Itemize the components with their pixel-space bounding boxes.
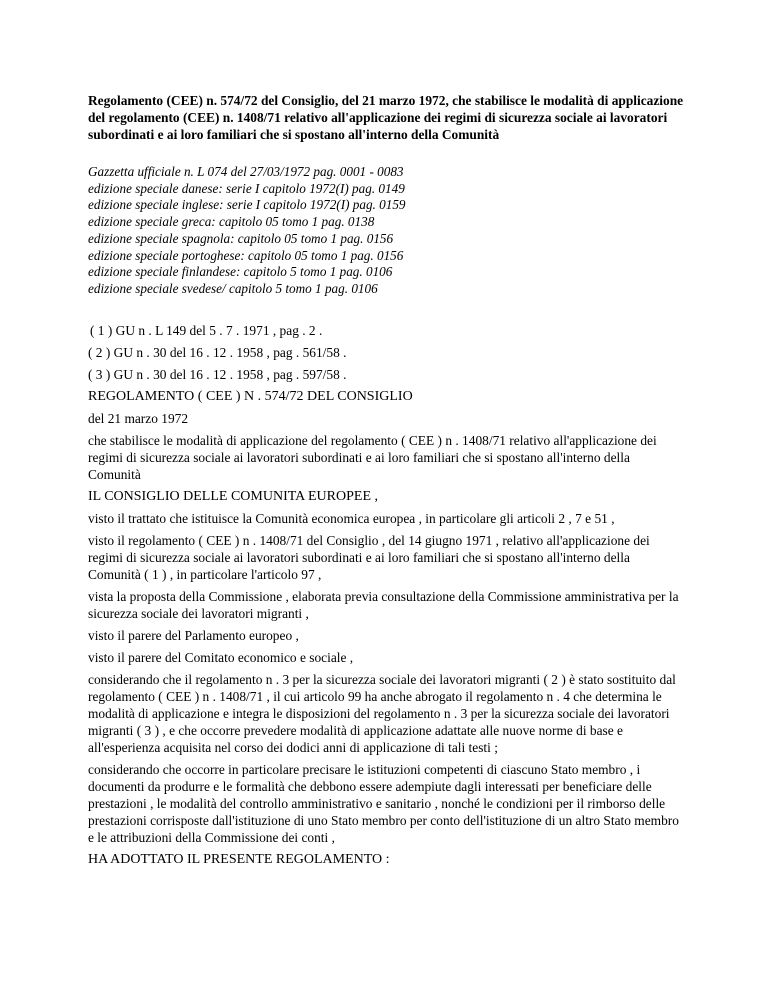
recital-paragraph: visto il trattato che istituisce la Comunità economica europea , in particolare gli articoli 2 , 7 e 51 ,: [88, 510, 615, 526]
council-heading: IL CONSIGLIO DELLE COMUNITA EUROPEE ,: [88, 488, 379, 504]
document-title: Regolamento (CEE) n. 574/72 del Consiglio, del 21 marzo 1972, che stabilisce le modalità di applicazione del regolamento (CEE) n. 1408/71 relativo all'applicazione dei regimi di sicurezza sociale ai lavoratori subordinati e ai loro familiari che si spostano all'interno della Comunità: [88, 93, 684, 142]
regulation-subject: che stabilisce le modalità di applicazione del regolamento ( CEE ) n . 1408/71 relativo all'applicazione dei regimi di sicurezza sociale ai lavoratori subordinati e ai loro familiari che si spostano all'interno della Comunità: [88, 432, 657, 482]
footnote-2: ( 2 ) GU n . 30 del 16 . 12 . 1958 , pag . 561/58 .: [88, 344, 347, 360]
publication-line: edizione speciale danese: serie I capitolo 1972(I) pag. 0149: [88, 180, 405, 196]
publication-line: edizione speciale svedese/ capitolo 5 tomo 1 pag. 0106: [88, 280, 378, 296]
footnote-1: ( 1 ) GU n . L 149 del 5 . 7 . 1971 , pag . 2 .: [90, 322, 323, 338]
recital-paragraph: considerando che il regolamento n . 3 per la sicurezza sociale dei lavoratori migranti ( 2 ) è stato sostituito dal regolamento ( CEE ) n . 1408/71 , il cui articolo 99 ha anche abrogato il regolamento n . 4 che determina le modalità di applicazione e integra le disposizioni del regolamento n . 3 per la sicurezza sociale dei lavoratori migranti ( 3 ) , e che occorre prevedere modalità di applicazione adattate alle nuove norme di base e all'esperienza acquisita nel corso dei dodici anni di applicazione di tali testi ;: [88, 671, 676, 755]
regulation-date: del 21 marzo 1972: [88, 410, 189, 426]
publication-info: [88, 164, 684, 298]
regulation-heading: REGOLAMENTO ( CEE ) N . 574/72 DEL CONSIGLIO: [88, 388, 413, 404]
recital-paragraph: visto il parere del Parlamento europeo ,: [88, 627, 299, 643]
document-page: [88, 92, 684, 873]
recital-paragraph: vista la proposta della Commissione , elaborata previa consultazione della Commissione amministrativa per la sicurezza sociale dei lavoratori migranti ,: [88, 588, 679, 621]
publication-line: edizione speciale inglese: serie I capitolo 1972(I) pag. 0159: [88, 197, 406, 213]
publication-line: Gazzetta ufficiale n. L 074 del 27/03/1972 pag. 0001 - 0083: [88, 164, 404, 179]
adoption-heading: HA ADOTTATO IL PRESENTE REGOLAMENTO :: [88, 851, 390, 867]
document-body: [88, 322, 684, 868]
publication-line: edizione speciale portoghese: capitolo 05 tomo 1 pag. 0156: [88, 247, 404, 263]
publication-line: edizione speciale spagnola: capitolo 05 tomo 1 pag. 0156: [88, 230, 394, 246]
recital-paragraph: visto il parere del Comitato economico e sociale ,: [88, 649, 354, 665]
recital-paragraph: visto il regolamento ( CEE ) n . 1408/71 del Consiglio , del 14 giugno 1971 , relativo all'applicazione dei regimi di sicurezza sociale ai lavoratori subordinati e ai loro familiari che si spostano all'interno della Comunità ( 1 ) , in particolare l'articolo 97 ,: [88, 532, 650, 582]
footnote-3: ( 3 ) GU n . 30 del 16 . 12 . 1958 , pag . 597/58 .: [88, 366, 347, 382]
recital-paragraph: considerando che occorre in particolare precisare le istituzioni competenti di ciascuno Stato membro , i documenti da produrre e le formalità che debbono essere adempiute dagli interessati per beneficiare delle prestazioni , le modalità del controllo amministrativo e sanitario , nonché le condizioni per il rimborso delle prestazioni corrisposte dall'istituzione di uno Stato membro per conto dell'istituzione di un altro Stato membro e le attribuzioni della Commissione dei conti ,: [88, 761, 679, 845]
publication-line: edizione speciale greca: capitolo 05 tomo 1 pag. 0138: [88, 214, 375, 230]
publication-line: edizione speciale finlandese: capitolo 5 tomo 1 pag. 0106: [88, 264, 393, 280]
